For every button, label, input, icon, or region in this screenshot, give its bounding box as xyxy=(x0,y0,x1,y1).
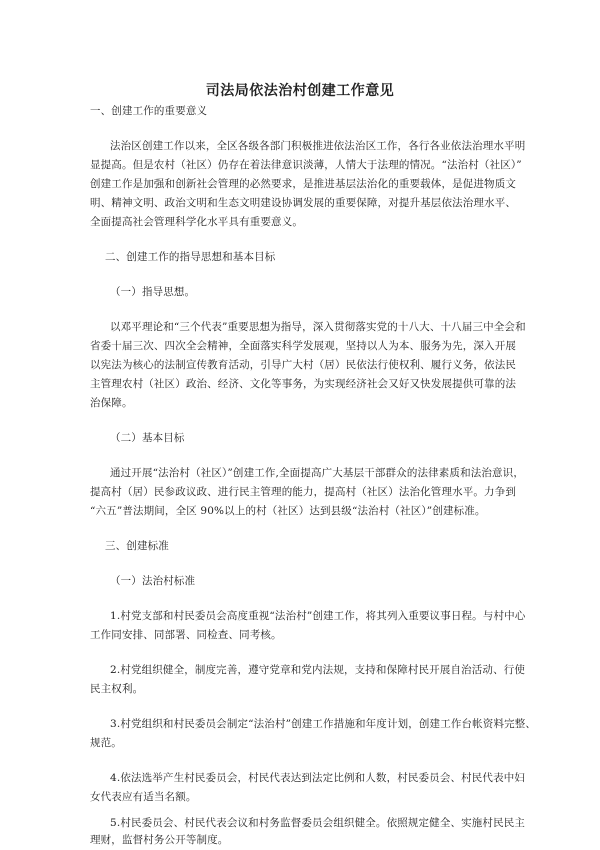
paragraph-line: 以宪法为核心的法制宣传教育活动，引导广大村（居）民依法行使权利、履行义务，依法民 xyxy=(90,359,516,371)
paragraph-line: 明、精神文明、政治文明和生态文明建设协调发展的重要保障，对提升基层依法治理水平、 xyxy=(90,197,516,209)
list-item-line: 规范。 xyxy=(90,737,122,749)
list-item-line: 女代表应有适当名额。 xyxy=(90,791,197,803)
paragraph-line: 全面提高社会管理科学化水平具有重要意义。 xyxy=(90,216,303,228)
subsection-heading: （一）指导思想。 xyxy=(110,286,196,298)
paragraph-line: 通过开展“法治村（社区）”创建工作,全面提高广大基层干部群众的法律素质和法治意识， xyxy=(110,467,524,479)
paragraph-line: 主管理农村（社区）政治、经济、文化等事务，为实现经济社会又好又快发展提供可靠的法 xyxy=(90,378,516,390)
paragraph-line: 显提高。但是农村（社区）仍存在着法律意识淡薄，人情大于法理的情况。“法治村（社区）” xyxy=(90,159,522,171)
list-item-line: 民主权利。 xyxy=(90,683,144,695)
list-item-line: 2.村党组织健全，制度完善，遵守党章和党内法规，支持和保障村民开展自治活动、行使 xyxy=(110,664,526,676)
subsection-heading: （一）法治村标准 xyxy=(110,575,196,587)
list-item-line: 1.村党支部和村民委员会高度重视“法治村”创建工作，将其列入重要议事日程。与村中心 xyxy=(110,610,526,622)
list-item-line: 5.村民委员会、村民代表会议和村务监督委员会组织健全。依照规定健全、实施村民民主 xyxy=(110,817,526,829)
paragraph-line: 提高村（居）民参政议政、进行民主管理的能力，提高村（社区）法治化管理水平。力争到 xyxy=(90,486,516,498)
list-item-line: 工作同安排、同部署、同检查、同考核。 xyxy=(90,629,282,641)
paragraph-line: 以邓平理论和“三个代表”重要思想为指导，深入贯彻落实党的十八大、十八届三中全会和 xyxy=(110,321,526,333)
paragraph-line: “六五”普法期间，全区 90%以上的村（社区）达到县级“法治村（社区）”创建标准。 xyxy=(90,505,486,517)
list-item-line: 理财，监督村务公开等制度。 xyxy=(90,834,229,846)
subsection-heading: （二）基本目标 xyxy=(110,432,185,444)
list-item-line: 3.村党组织和村民委员会制定“法治村”创建工作措施和年度计划，创建工作台帐资料完整、 xyxy=(110,718,537,730)
section-heading: 一、创建工作的重要意义 xyxy=(90,105,208,117)
paragraph-line: 治保障。 xyxy=(90,397,133,409)
list-item-line: 4.依法选举产生村民委员会，村民代表达到法定比例和人数，村民委员会、村民代表中妇 xyxy=(110,772,526,784)
paragraph-line: 法治区创建工作以来，全区各级各部门积极推进依法治区工作，各行各业依法治理水平明 xyxy=(110,140,526,152)
paragraph-line: 省委十届三次、四次全会精神，全面落实科学发展观，坚持以人为本、服务为先，深入开展 xyxy=(90,340,516,352)
page-title: 司法局依法治村创建工作意见 xyxy=(205,83,395,99)
section-heading: 三、创建标准 xyxy=(105,540,169,552)
section-heading: 二、创建工作的指导思想和基本目标 xyxy=(105,251,276,263)
paragraph-line: 创建工作是加强和创新社会管理的必然要求，是推进基层法治化的重要载体，是促进物质文 xyxy=(90,178,516,190)
